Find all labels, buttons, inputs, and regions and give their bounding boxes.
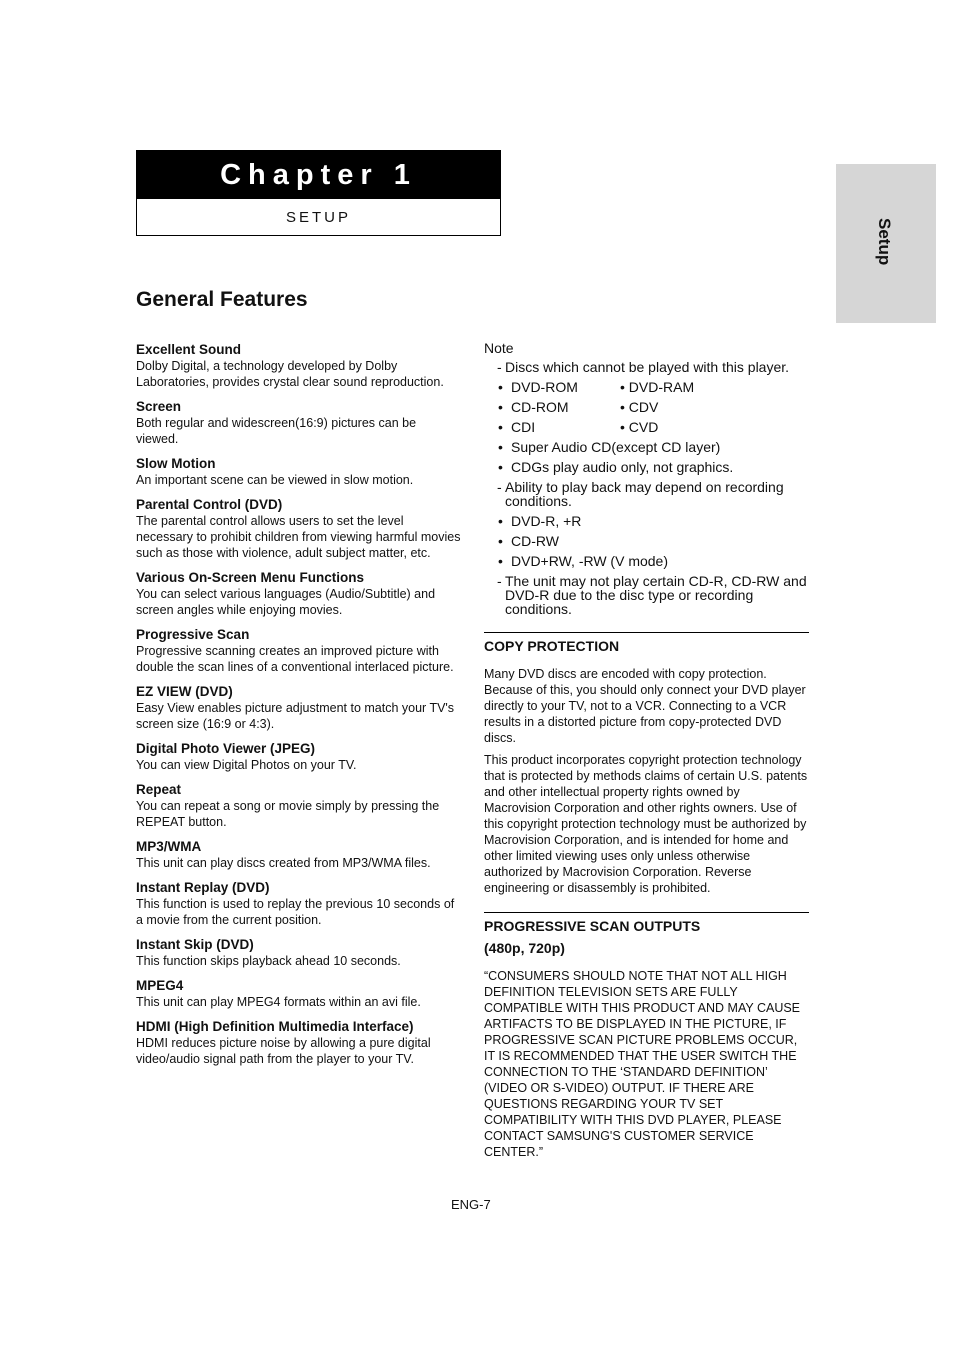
feature-desc: The parental control allows users to set the level necessary to prohibit children from viewing harmful movies such as those with violence, adult subject matter, etc. — [136, 514, 461, 560]
copy-protection-paragraph: Many DVD discs are encoded with copy protection. Because of this, you should only connect your DVD player directly to your TV, not to a VCR. Connecting to a VCR results in a distorted picture from copy-protected DVD discs. — [484, 667, 806, 745]
feature-item — [136, 978, 461, 1010]
feature-item — [136, 342, 461, 390]
feature-item — [136, 741, 461, 773]
note-dash-item: - Ability to play back may depend on recording conditions. — [484, 480, 809, 508]
feature-desc: Progressive scanning creates an improved picture with double the scan lines of a conventional interlaced picture. — [136, 644, 454, 674]
side-tab-label: Setup — [875, 218, 894, 266]
feature-desc: An important scene can be viewed in slow motion. — [136, 473, 414, 487]
note-dash-item: - The unit may not play certain CD-R, CD-RW and DVD-R due to the disc type or recording conditions. — [484, 574, 809, 616]
feature-item — [136, 782, 461, 830]
progressive-scan-heading: PROGRESSIVE SCAN OUTPUTS — [484, 918, 701, 934]
feature-desc: HDMI reduces picture noise by allowing a pure digital video/audio signal path from the player to your TV. — [136, 1036, 431, 1066]
feature-title: Parental Control (DVD) — [136, 497, 283, 512]
feature-desc: This function is used to replay the previous 10 seconds of a movie from the current position. — [136, 897, 455, 927]
divider — [484, 912, 809, 913]
right-column — [484, 340, 809, 1160]
feature-item — [136, 497, 461, 561]
feature-item — [136, 937, 461, 969]
feature-title: Screen — [136, 399, 182, 414]
note-pair-a: DVD-ROM — [511, 379, 578, 395]
feature-title: MP3/WMA — [136, 839, 202, 854]
note-dash-item: - Discs which cannot be played with this player. — [484, 360, 809, 374]
note-pair-a: CD-ROM — [511, 399, 569, 415]
side-tab — [836, 164, 936, 323]
feature-item — [136, 399, 461, 447]
feature-desc: This unit can play discs created from MP3/WMA files. — [136, 856, 431, 870]
note-pair-item — [484, 400, 809, 414]
progressive-scan-paragraph: “CONSUMERS SHOULD NOTE THAT NOT ALL HIGH DEFINITION TELEVISION SETS ARE FULLY COMPATIBLE WITH THIS PRODUCT AND MAY CAUSE ARTIFACTS TO BE DISPLAYED IN THE PICTURE, IF PROGRESSIVE SCAN PICTURE PROBLEMS OCCUR, IT IS RECOMMENDED THAT THE USER SWITCH THE CONNECTION TO THE ‘STANDARD DEFINITION’ (VIDEO OR S-VIDEO) OUTPUT. IF THERE ARE QUESTIONS REGARDING YOUR TV SET COMPATIBILITY WITH THIS DVD PLAYER, PLEASE CONTACT SAMSUNG'S CUSTOMER SERVICE CENTER.” — [484, 969, 801, 1159]
copy-protection-paragraph: This product incorporates copyright protection technology that is protected by methods claims of certain U.S. patents and other intellectual property rights owned by Macrovision Corporation and other rights owners. Use of this copyright protection technology must be authorized by Macrovision Corporation, and is intended for home and other limited viewing uses only unless otherwise authorized by Macrovision Corporation. Reverse engineering or disassembly is prohibited. — [484, 753, 808, 895]
feature-item — [136, 1019, 461, 1067]
note-bullet-item: • CD-RW — [484, 534, 809, 548]
feature-title: Progressive Scan — [136, 627, 250, 642]
feature-desc: You can select various languages (Audio/Subtitle) and screen angles while enjoying movies. — [136, 587, 436, 617]
feature-item — [136, 684, 461, 732]
feature-item — [136, 839, 461, 871]
feature-desc: You can repeat a song or movie simply by pressing the REPEAT button. — [136, 799, 440, 829]
chapter-banner — [136, 150, 501, 236]
feature-title: Instant Skip (DVD) — [136, 937, 254, 952]
feature-item — [136, 456, 461, 488]
note-pair-b: • CDV — [620, 400, 658, 414]
feature-item — [136, 880, 461, 928]
feature-title: Repeat — [136, 782, 182, 797]
note-pair-b: • DVD-RAM — [620, 380, 694, 394]
feature-desc: You can view Digital Photos on your TV. — [136, 758, 357, 772]
copy-protection-heading: COPY PROTECTION — [484, 638, 620, 654]
feature-desc: Dolby Digital, a technology developed by Dolby Laboratories, provides crystal clear sound reproduction. — [136, 359, 444, 389]
feature-title: Various On-Screen Menu Functions — [136, 570, 365, 585]
note-pair-a: CDI — [511, 419, 536, 435]
feature-desc: Both regular and widescreen(16:9) pictures can be viewed. — [136, 416, 417, 446]
note-bullet-item: • Super Audio CD(except CD layer) — [484, 440, 809, 454]
note-pair-item — [484, 380, 809, 394]
feature-title: Excellent Sound — [136, 342, 242, 357]
feature-desc: This unit can play MPEG4 formats within an avi file. — [136, 995, 421, 1009]
progressive-scan-subheading: (480p, 720p) — [484, 940, 565, 956]
feature-item — [136, 570, 461, 618]
feature-title: Digital Photo Viewer (JPEG) — [136, 741, 316, 756]
note-bullet-item: • CDGs play audio only, not graphics. — [484, 460, 809, 474]
note-bullet-item: • DVD+RW, -RW (V mode) — [484, 554, 809, 568]
feature-title: MPEG4 — [136, 978, 184, 993]
feature-title: EZ VIEW (DVD) — [136, 684, 233, 699]
feature-desc: This function skips playback ahead 10 seconds. — [136, 954, 401, 968]
note-pair-b: • CVD — [620, 420, 658, 434]
chapter-subtitle: SETUP — [285, 208, 351, 226]
divider — [484, 632, 809, 633]
note-bullet-item: • DVD-R, +R — [484, 514, 809, 528]
feature-desc: Easy View enables picture adjustment to match your TV's screen size (16:9 or 4:3). — [136, 701, 455, 731]
section-title: General Features — [136, 288, 308, 311]
feature-title: Instant Replay (DVD) — [136, 880, 270, 895]
note-label: Note — [484, 340, 514, 356]
feature-item — [136, 627, 461, 675]
page-number: ENG-7 — [451, 1197, 491, 1212]
feature-title: HDMI (High Definition Multimedia Interface) — [136, 1019, 414, 1034]
chapter-heading: Chapter 1 — [137, 151, 500, 199]
feature-title: Slow Motion — [136, 456, 216, 471]
features-list — [136, 342, 461, 1076]
note-pair-item — [484, 420, 809, 434]
